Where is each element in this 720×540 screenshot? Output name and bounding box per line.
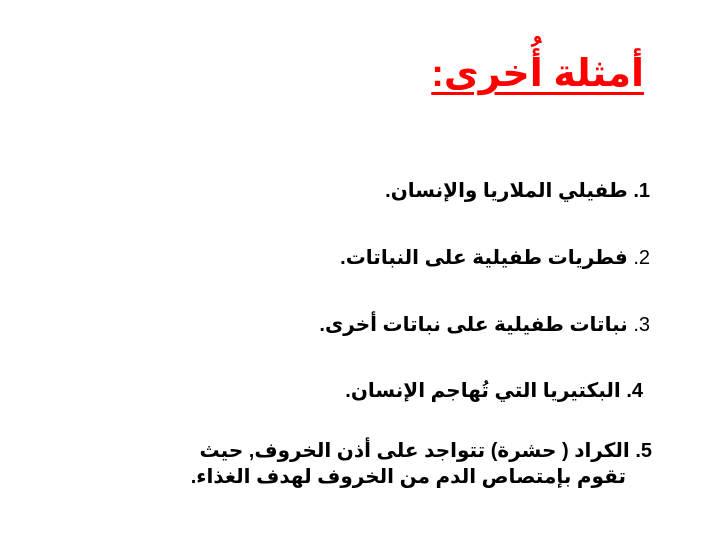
list-item-number: 5. — [635, 440, 652, 462]
list-item-2 — [340, 246, 650, 270]
slide-title: أمثلة أُخرى: — [431, 53, 644, 95]
list-item-text-continued: تقوم بإمتصاص الدم من الخروف لهدف الغذاء. — [190, 466, 626, 488]
list-item-text: البكتيريا التي تُهاجم الإنسان. — [345, 380, 621, 402]
list-item-4 — [345, 379, 643, 403]
list-item-text: فطريات طفيلية على النباتات. — [340, 247, 628, 269]
list-item-5 — [191, 438, 652, 490]
list-item-number: 2. — [633, 247, 650, 269]
list-item-text: الكراد ( حشرة) تتواجد على أذن الخروف, حيث — [199, 440, 630, 462]
list-item-text: نباتات طفيلية على نباتات أخرى. — [319, 314, 628, 336]
list-item-3 — [319, 313, 650, 337]
list-item-number: 1. — [633, 180, 650, 202]
list-item-number: 3. — [633, 314, 650, 336]
list-item-text: طفيلي الملاريا والإنسان. — [385, 180, 628, 202]
list-item-number: 4. — [626, 380, 643, 402]
list-item-1 — [385, 179, 650, 203]
